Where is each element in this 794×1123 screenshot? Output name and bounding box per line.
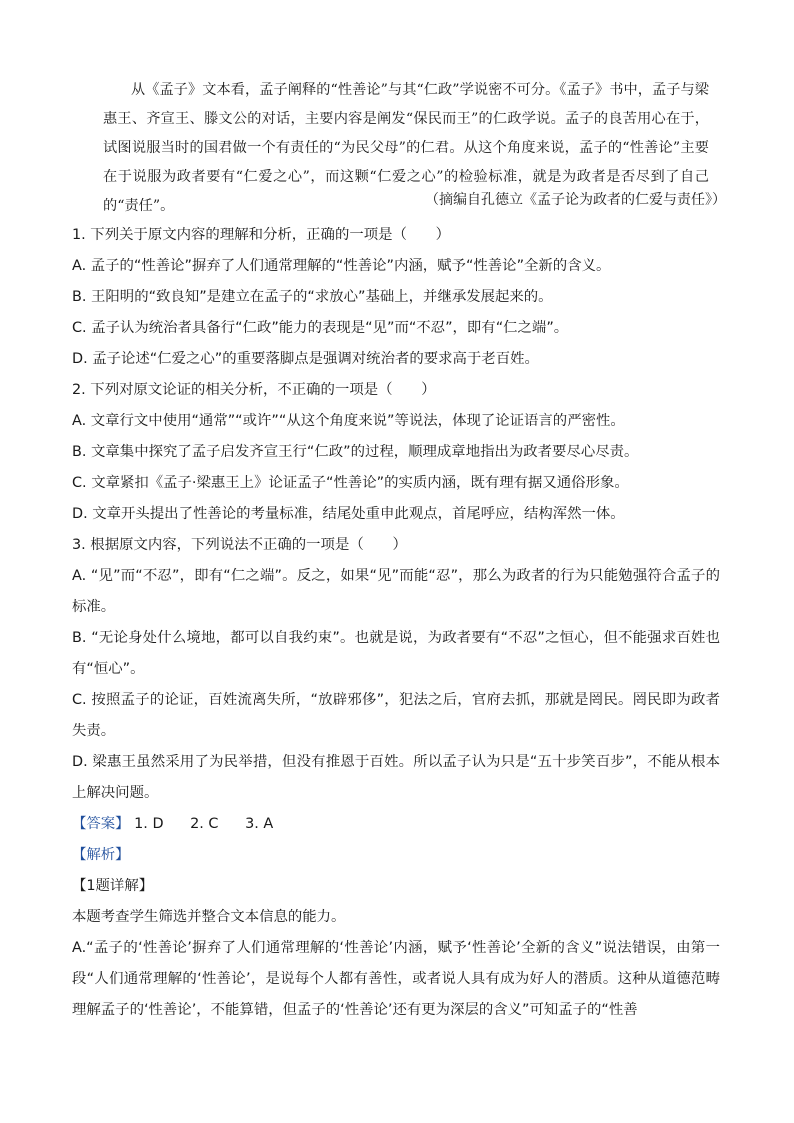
question-stem: 1. 下列关于原文内容的理解和分析，正确的一项是（ ） (72, 227, 451, 243)
passage-source: （摘编自孔德立《孟子论为政者的仁爱与责任》） (425, 192, 726, 208)
answer-item: 3. A (245, 816, 274, 832)
analysis-intro: 本题考查学生筛选并整合文本信息的能力。 (72, 909, 346, 925)
option-d: D. 孟子论述“仁爱之心”的重要落脚点是强调对统治者的要求高于老百姓。 (72, 351, 539, 367)
option-b: B. “无论身处什么境地，都可以自我约束”。也就是说，为政者要有“不忍”之恒心，但不能强求百姓也有“恒心”。 (72, 630, 720, 677)
question-stem: 2. 下列对原文论证的相关分析，不正确的一项是（ ） (72, 382, 436, 398)
option-c: C. 文章紧扣《孟子·梁惠王上》论证孟子“性善论”的实质内涵，既有理有据又通俗形象。 (72, 475, 629, 491)
question-stem: 3. 根据原文内容，下列说法不正确的一项是（ ） (72, 537, 407, 553)
answer-row (72, 809, 720, 840)
option-d: D. 梁惠王虽然采用了为民举措，但没有推恩于百姓。所以孟子认为只是“五十步笑百步”，不能从根本上解决问题。 (72, 754, 720, 801)
analysis-sub-heading: 【1题详解】 (72, 878, 154, 894)
question-content (72, 220, 720, 1026)
option-c: C. 按照孟子的论证，百姓流离失所，“放辟邪侈”，犯法之后，官府去抓，那就是罔民。罔民即为政者失责。 (72, 692, 720, 739)
option-b: B. 文章集中探究了孟子启发齐宣王行“仁政”的过程，顺理成章地指出为政者要尽心尽责。 (72, 444, 639, 460)
question-2 (72, 375, 720, 530)
option-b: B. 王阳明的“致良知”是建立在孟子的“求放心”基础上，并继承发展起来的。 (72, 289, 553, 305)
question-3 (72, 530, 720, 809)
passage-paragraph: 从《孟子》文本看，孟子阐释的“性善论”与其“仁政”学说密不可分。《孟子》书中，孟子与梁惠王、齐宣王、滕文公的对话，主要内容是阐发“保民而王”的仁政学说。孟子的良苦用心在于，试图说服当时的国君做一个有责任的“为民父母”的仁君。从这个角度来说，孟子的“性善论”主要在于说服为政者要有“仁爱之心”，而这颗“仁爱之心”的检验标准，就是为政者是否尽到了自己的“责任”。 (103, 82, 709, 215)
option-d: D. 文章开头提出了性善论的考量标准，结尾处重申此观点，首尾呼应，结构浑然一体。 (72, 506, 625, 522)
option-a: A. “见”而“不忍”，即有“仁之端”。反之，如果“见”而能“忍”，那么为政者的行为只能勉强符合孟子的标准。 (72, 568, 720, 615)
answer-item: 1. D (134, 816, 164, 832)
option-a: A. 孟子的“性善论”摒弃了人们通常理解的“性善论”内涵，赋予“性善论”全新的含义。 (72, 258, 611, 274)
analysis-label: 【解析】 (72, 847, 130, 863)
analysis-detail: A.“孟子的‘性善论’摒弃了人们通常理解的‘性善论’内涵，赋予‘性善论’全新的含义”说法错误，由第一段“人们通常理解的‘性善论’，是说每个人都有善性，或者说人具有成为好人的潜质。这种从道德范畴理解孟子的‘性善论’，不能算错，但孟子的‘性善论’还有更为深层的含义”可知孟子的“性善 (72, 940, 720, 1018)
question-1 (72, 220, 720, 375)
option-c: C. 孟子认为统治者具备行“仁政”能力的表现是“见”而“不忍”，即有“仁之端”。 (72, 320, 569, 336)
option-a: A. 文章行文中使用“通常”“或许”“从这个角度来说”等说法，体现了论证语言的严密性。 (72, 413, 625, 429)
answer-label: 【答案】 (72, 816, 130, 832)
answer-item: 2. C (190, 816, 219, 832)
